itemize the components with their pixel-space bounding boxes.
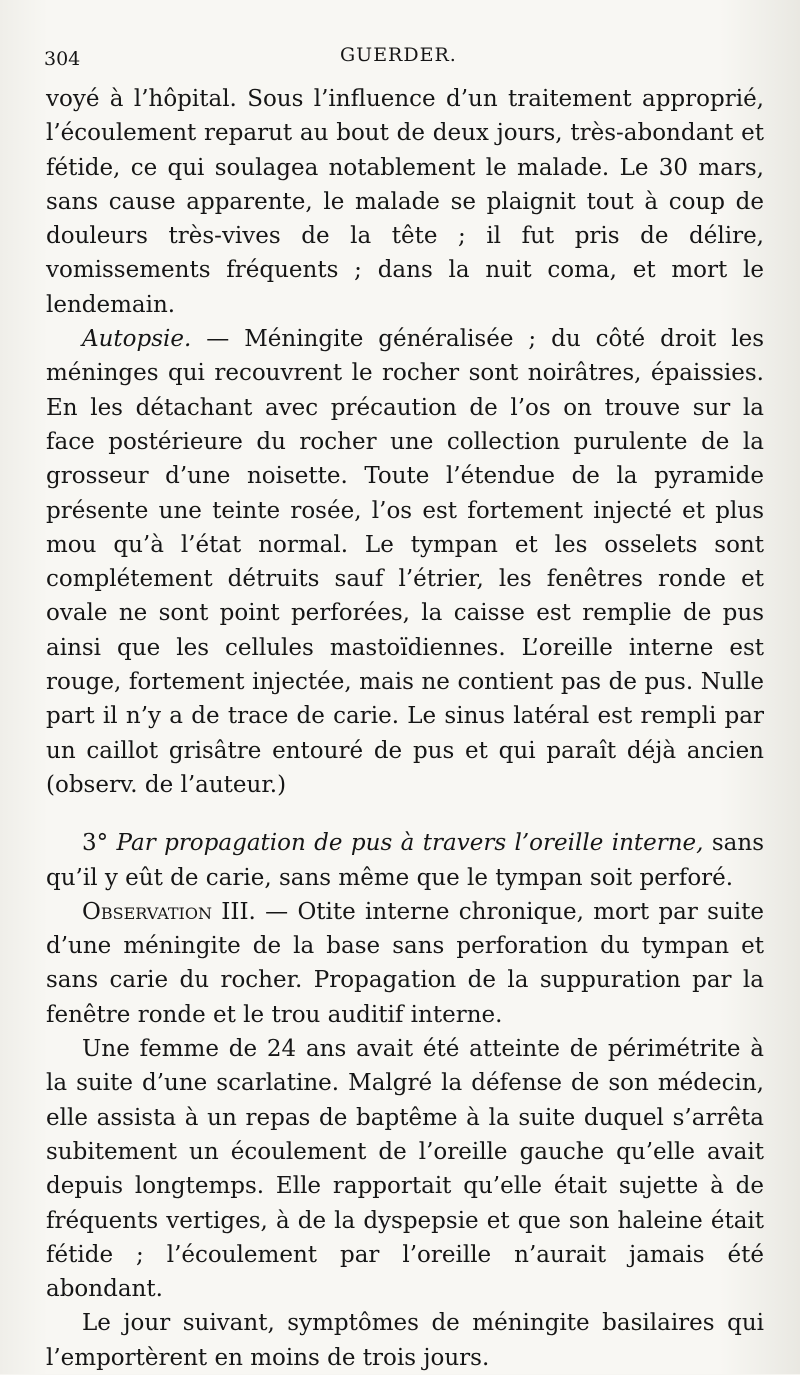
running-head: GUERDER.: [340, 44, 457, 66]
observation-label: Observation III.: [82, 898, 256, 925]
page-number: 304: [44, 48, 81, 70]
section-heading-3: [46, 826, 764, 895]
paragraph-case-end: voyé à l’hôpital. Sous l’influence d’un traitement approprié, l’écoulement reparut au bout de deux jours, très-abondant et fétide, ce qui soulagea notablement le malade. Le 30 mars, sans cause apparente, le malade se plaignit tout à coup de douleurs très-vives de la tête ; il fut pris de délire, vomissements fréquents ; dans la nuit coma, et mort le lendemain.: [46, 86, 764, 318]
section-title: Par propagation de pus à travers l’oreille interne,: [116, 830, 704, 857]
observation-heading: [46, 895, 764, 1032]
paragraph-case-history: Une femme de 24 ans avait été atteinte de périmétrite à la suite d’une scarlatine. Malgré la défense de son médecin, elle assista à un repas de baptême à la suite duquel s’arrêta subitement un écoulement de l’oreille gauche qu’elle avait depuis longtemps. Elle rapportait qu’elle était sujette à de fréquents vertiges, à de la dyspepsie et que son haleine était fétide ; l’écoulement par l’oreille n’aurait jamais été abondant.: [46, 1036, 764, 1303]
section-number: 3°: [82, 830, 109, 857]
autopsy-text: — Méningite généralisée ; du côté droit les méninges qui recouvrent le rocher sont noirâtres, épaissies. En les détachant avec précaution de l’os on trouve sur la face postérieure du rocher une collection purulente de la grosseur d’une noisette. Toute l’étendue de la pyramide présente une teinte rosée, l’os est fortement injecté et plus mou qu’à l’état normal. Le tympan et les osselets sont complétement détruits sauf l’étrier, les fenêtres ronde et ovale ne sont point perforées, la caisse est remplie de pus ainsi que les cellules mastoïdiennes. L’oreille interne est rouge, fortement injectée, mais ne contient pas de pus. Nulle part il n’y a de trace de carie. Le sinus latéral est rempli par un caillot grisâtre entouré de pus et qui paraît déjà ancien (observ. de l’auteur.): [46, 326, 764, 798]
observation-summary: — Otite interne chronique, mort par suite d’une méningite de la base sans perforation du tympan et sans carie du rocher. Propagation de la suppuration par la fenêtre ronde et le trou auditif interne.: [46, 898, 764, 1028]
paragraph-outcome: Le jour suivant, symptômes de méningite basilaires qui l’emportèrent en moins de trois jours.: [46, 1310, 764, 1371]
autopsy-label: Autopsie.: [82, 326, 192, 353]
page-header: [44, 44, 650, 78]
paragraph-autopsy: [46, 322, 764, 802]
page-body: [46, 82, 764, 1375]
section-text: sans qu’il y eût de carie, sans même que le tympan soit perforé.: [46, 830, 764, 891]
